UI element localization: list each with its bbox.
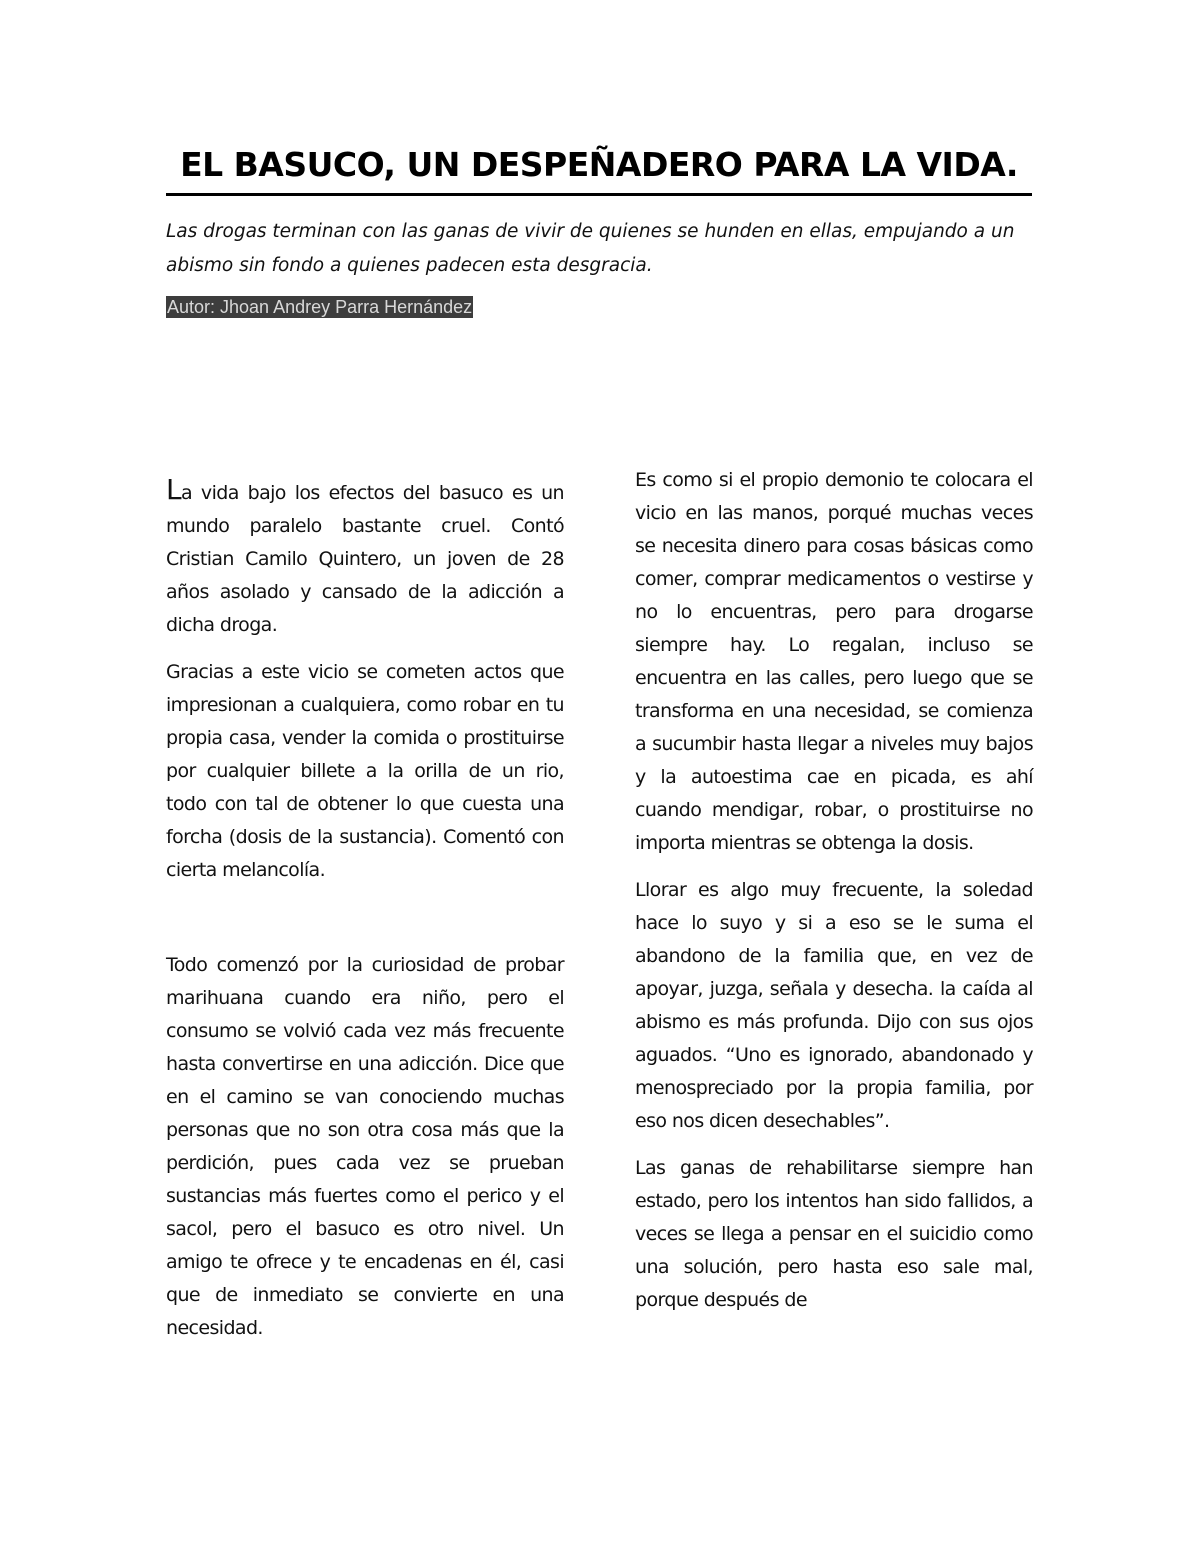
left-paragraph-1 xyxy=(166,473,564,642)
left-column xyxy=(166,473,564,1359)
paragraph-spacer xyxy=(166,901,564,949)
article-title: EL BASUCO, UN DESPEÑADERO PARA LA VIDA. xyxy=(180,145,1018,184)
right-column xyxy=(635,464,1033,1331)
left-paragraph-3: Todo comenzó por la curiosidad de probar marihuana cuando era niño, pero el consumo se volvió cada vez más frecuente hasta convertirse en una adicción. Dice que en el camino se van conociendo muchas personas que no son otra cosa más que la perdición, pues cada vez se prueban sustancias más fuertes como el perico y el sacol, pero el basuco es otro nivel. Un amigo te ofrece y te encadenas en él, casi que de inmediato se convierte en una necesidad. xyxy=(166,954,564,1339)
author-byline: Autor: Jhoan Andrey Parra Hernández xyxy=(167,297,473,317)
left-paragraph-1-text: a vida bajo los efectos del basuco es un mundo paralelo bastante cruel. Contó Cristian Camilo Quintero, un joven de 28 años asolado y cansado de la adicción a dicha droga. xyxy=(166,482,564,636)
title-underline-rule xyxy=(166,193,1032,196)
right-paragraph-3: Las ganas de rehabilitarse siempre han estado, pero los intentos han sido fallidos, a veces se llega a pensar en el suicidio como una solución, pero hasta eso sale mal, porque después de xyxy=(635,1157,1033,1311)
drop-cap-letter: L xyxy=(166,473,181,506)
right-paragraph-2: Llorar es algo muy frecuente, la soledad hace lo suyo y si a eso se le suma el abandono de la familia que, en vez de apoyar, juzga, señala y desecha. la caída al abismo es más profunda. Dijo con sus ojos aguados. “Uno es ignorado, abandonado y menospreciado por la propia familia, por eso nos dicen desechables”. xyxy=(635,879,1033,1132)
article-subtitle: Las drogas terminan con las ganas de vivir de quienes se hunden en ellas, empujando a un abismo sin fondo a quienes padecen esta desgracia. xyxy=(166,221,1015,276)
right-paragraph-1: Es como si el propio demonio te colocara el vicio en las manos, porqué muchas veces se necesita dinero para cosas básicas como comer, comprar medicamentos o vestirse y no lo encuentras, pero para drogarse siempre hay. Lo regalan, incluso se encuentra en las calles, pero luego que se transforma en una necesidad, se comienza a sucumbir hasta llegar a niveles muy bajos y la autoestima cae en picada, es ahí cuando mendigar, robar, o prostituirse no importa mientras se obtenga la dosis. xyxy=(635,469,1033,854)
left-paragraph-2: Gracias a este vicio se cometen actos que impresionan a cualquiera, como robar en tu propia casa, vender la comida o prostituirse por cualquier billete a la orilla de un rio, todo con tal de obtener lo que cuesta una forcha (dosis de la sustancia). Comentó con cierta melancolía. xyxy=(166,661,564,881)
